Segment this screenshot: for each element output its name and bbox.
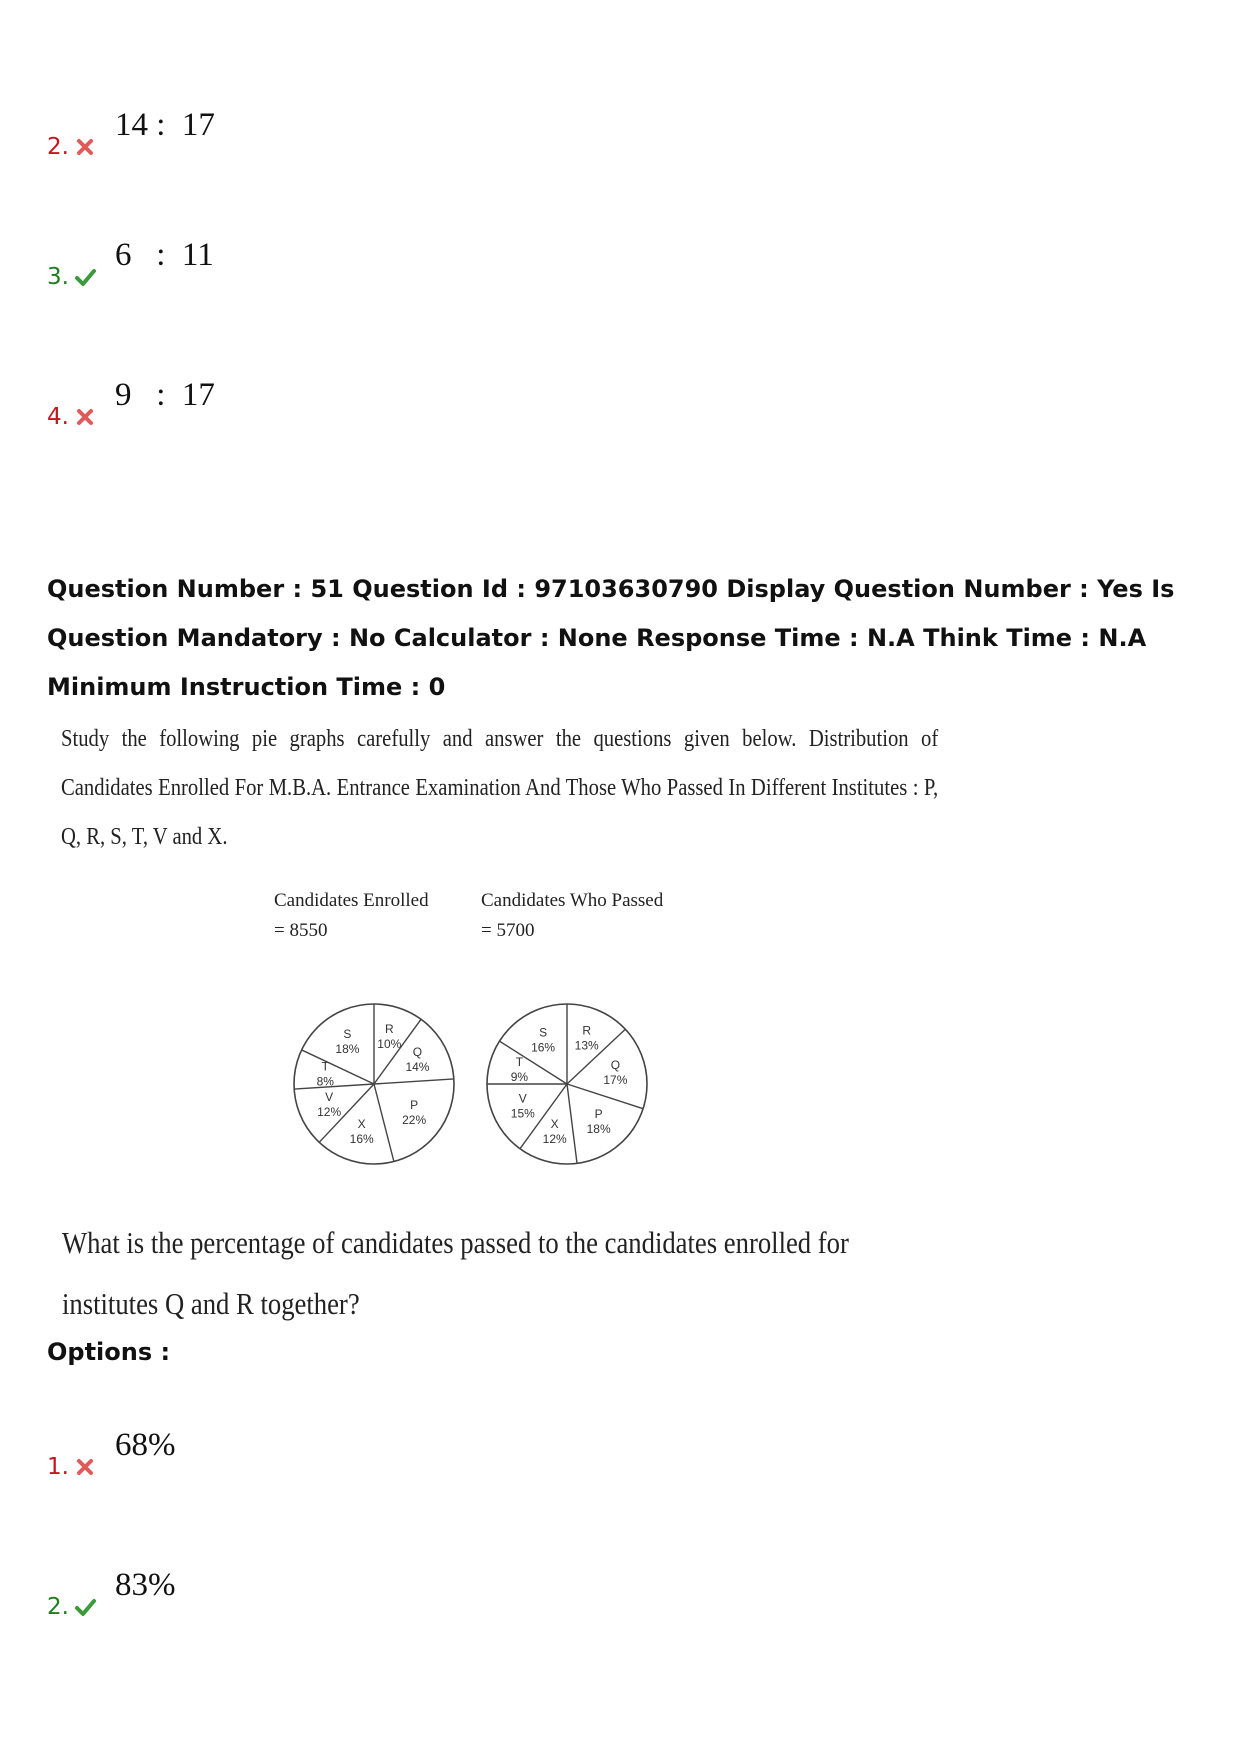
question-meta: Question Number : 51 Question Id : 97103630790 Display Question Number : Yes Is Question Mandatory : No Calculator : None Response Time : N.A Think Time : N.A Minimum Instruction Time : 0 <box>47 575 1175 701</box>
option-value: 14 : 17 <box>115 107 215 143</box>
slice-label: R <box>384 1021 394 1036</box>
option-value: 9 : 17 <box>115 377 215 413</box>
slice-value-label: 16% <box>349 1132 374 1147</box>
slice-label: V <box>325 1090 334 1105</box>
chart-subtitle-passed: = 5700 <box>481 920 535 941</box>
slice-value-label: 16% <box>531 1040 556 1055</box>
slice-value-label: 10% <box>377 1036 402 1051</box>
option-number: 1. <box>47 1454 69 1480</box>
slice-label: S <box>343 1027 352 1042</box>
cross-icon <box>74 136 96 158</box>
slice-value-label: 9% <box>510 1070 529 1085</box>
check-icon <box>74 266 96 288</box>
option-value: 68% <box>115 1427 176 1463</box>
question-stem: Study the following pie graphs carefully and answer the questions given below. Distribution of Candidates Enrolled For M.B.A. Entrance Examination And Those Who Passed In Different Institutes : P, Q, R, S, T, V and X. <box>61 726 939 850</box>
slice-label: V <box>518 1091 527 1106</box>
slice-value-label: 14% <box>405 1060 430 1075</box>
slice-label: Q <box>412 1045 423 1060</box>
option-number: 4. <box>47 404 69 430</box>
pie-chart-passed <box>487 1004 647 1164</box>
chart-subtitle-enrolled: = 8550 <box>274 920 328 941</box>
option-value: 6 : 11 <box>115 237 214 273</box>
slice-value-label: 18% <box>335 1042 360 1057</box>
option-number: 2. <box>47 1594 69 1620</box>
question-text: What is the percentage of candidates passed to the candidates enrolled for institutes Q and R together? <box>62 1225 849 1321</box>
slice-label: P <box>594 1107 603 1122</box>
cross-icon <box>74 1456 96 1478</box>
slice-label: Q <box>610 1058 621 1073</box>
slice-value-label: 15% <box>510 1106 535 1121</box>
chart-title-enrolled: Candidates Enrolled <box>274 890 429 911</box>
slice-value-label: 12% <box>317 1105 342 1120</box>
slice-label: T <box>515 1055 524 1070</box>
slice-value-label: 18% <box>586 1122 611 1137</box>
slice-value-label: 13% <box>574 1038 599 1053</box>
slice-label: R <box>582 1023 592 1038</box>
slice-label: S <box>539 1025 548 1040</box>
check-icon <box>74 1596 96 1618</box>
options-label: Options : <box>47 1338 171 1366</box>
option-number: 2. <box>47 134 69 160</box>
slice-label: T <box>321 1059 329 1074</box>
slice-value-label: 8% <box>316 1074 334 1089</box>
slice-value-label: 17% <box>603 1073 628 1088</box>
pie-charts-figure <box>270 890 690 1200</box>
cross-icon <box>74 406 96 428</box>
slice-label: X <box>357 1117 366 1132</box>
option-value: 83% <box>115 1567 176 1603</box>
option-number: 3. <box>47 264 69 290</box>
chart-title-passed: Candidates Who Passed <box>481 890 664 911</box>
slice-label: P <box>410 1098 419 1113</box>
slice-value-label: 22% <box>402 1113 427 1128</box>
slice-label: X <box>550 1117 559 1132</box>
slice-value-label: 12% <box>542 1132 567 1147</box>
pie-chart-enrolled <box>294 1004 454 1164</box>
pie-charts-svg <box>270 890 690 1200</box>
